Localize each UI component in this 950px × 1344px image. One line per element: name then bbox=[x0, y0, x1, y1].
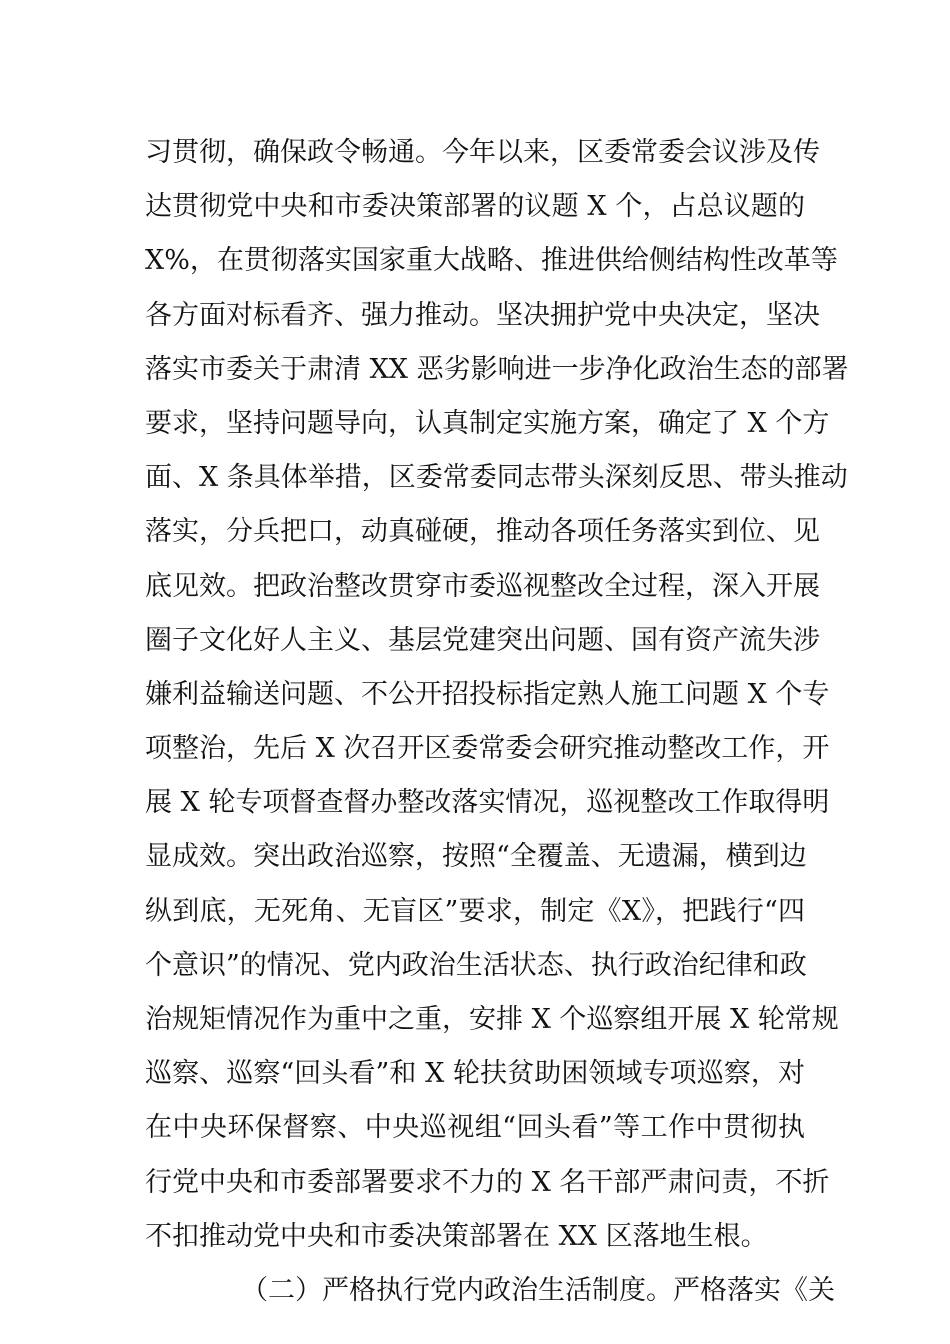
paragraph-line: 行党中央和市委部署要求不力的 X 名干部严肃问责，不折 bbox=[145, 1166, 830, 1198]
paragraph-line: 底见效。把政治整改贯穿市委巡视整改全过程，深入开展 bbox=[145, 570, 820, 602]
paragraph-line: 治规矩情况作为重中之重，安排 X 个巡察组开展 X 轮常规 bbox=[145, 1004, 839, 1035]
paragraph-line: 要求，坚持问题导向，认真制定实施方案，确定了 X 个方 bbox=[145, 407, 830, 439]
paragraph-line: 嫌利益输送问题、不公开招投标指定熟人施工问题 X 个专 bbox=[145, 678, 830, 710]
paragraph-line: 圈子文化好人主义、基层党建突出问题、国有资产流失涉 bbox=[145, 624, 820, 656]
paragraph-line: 项整治，先后 X 次召开区委常委会研究推动整改工作，开 bbox=[145, 733, 830, 765]
paragraph-line: 不扣推动党中央和市委决策部署在 XX 区落地生根。 bbox=[145, 1220, 768, 1252]
paragraph-line: 面、X 条具体举措，区委常委同志带头深刻反思、带头推动 bbox=[145, 462, 848, 494]
paragraph-line: 个意识”的情况、党内政治生活状态、执行政治纪律和政 bbox=[145, 949, 807, 981]
paragraph-line: 各方面对标看齐、强力推动。坚决拥护党中央决定，坚决 bbox=[145, 299, 820, 331]
paragraph-line: 在中央环保督察、中央巡视组“回头看”等工作中贯彻执 bbox=[145, 1112, 805, 1144]
paragraph-line: 巡察、巡察“回头看”和 X 轮扶贫助困领域专项巡察，对 bbox=[145, 1058, 805, 1090]
paragraph-line: 达贯彻党中央和市委决策部署的议题 X 个，占总议题的 bbox=[145, 191, 805, 223]
paragraph-line: 习贯彻，确保政令畅通。今年以来，区委常委会议涉及传 bbox=[145, 137, 820, 168]
paragraph-line: 显成效。突出政治巡察，按照“全覆盖、无遗漏，横到边 bbox=[145, 841, 807, 873]
paragraph-line: 落实，分兵把口，动真碰硬，推动各项任务落实到位、见 bbox=[145, 516, 820, 548]
section-heading-line: （二）严格执行党内政治生活制度。严格落实《关 bbox=[241, 1274, 835, 1306]
paragraph-line: 落实市委关于肃清 XX 恶劣影响进一步净化政治生态的部署 bbox=[145, 353, 849, 385]
paragraph-line: X%，在贯彻落实国家重大战略、推进供给侧结构性改革等 bbox=[145, 245, 838, 277]
body-text bbox=[145, 126, 849, 1318]
paragraph-line: 纵到底，无死角、无盲区”要求，制定《X》，把践行“四 bbox=[145, 895, 805, 927]
paragraph-line: 展 X 轮专项督查督办整改落实情况，巡视整改工作取得明 bbox=[145, 787, 830, 819]
